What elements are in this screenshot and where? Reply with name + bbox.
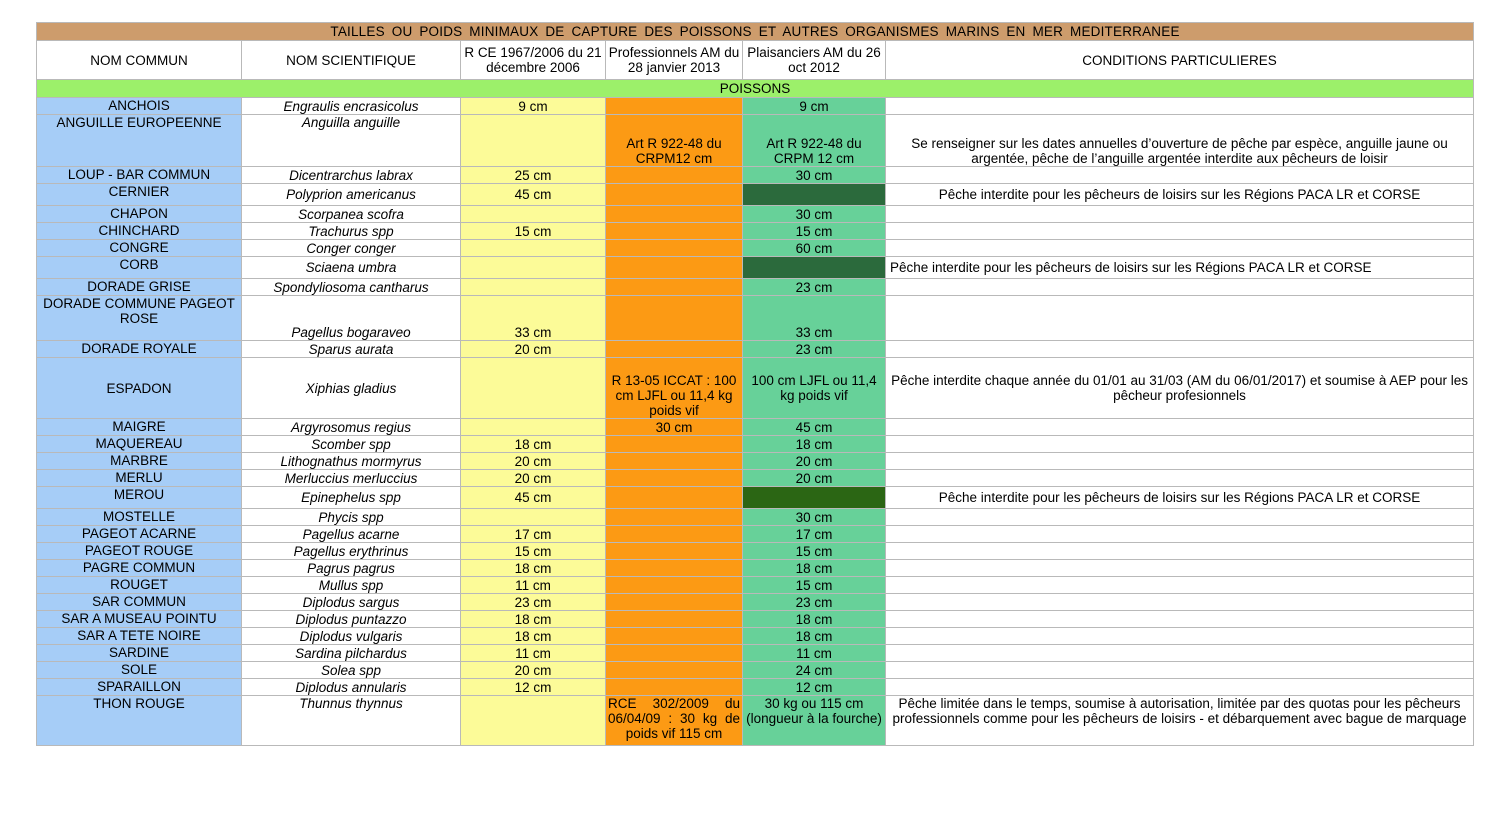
cell-rce-size: 45 cm [461,184,606,206]
cell-rce-size: 20 cm [461,341,606,358]
cell-conditions [886,296,1474,341]
cell-conditions [886,167,1474,184]
cell-rce-size [461,419,606,436]
cell-professionnels-size [606,543,743,560]
section-label: POISSONS [37,80,1474,98]
cell-plaisanciers-size: 20 cm [743,470,886,487]
cell-conditions [886,526,1474,543]
cell-scientific-name: Polyprion americanus [242,184,461,206]
table-title: TAILLES OU POIDS MINIMAUX DE CAPTURE DES POISSONS ET AUTRES ORGANISMES MARINS EN MER MEDITERRANEE [37,23,1474,41]
cell-plaisanciers-size: 100 cm LJFL ou 11,4 kg poids vif [743,358,886,419]
cell-professionnels-size: RCE 302/2009 du 06/04/09 : 30 kg de poids vif 115 cm [606,696,743,746]
cell-scientific-name: Pagrus pagrus [242,560,461,577]
table-row [37,509,1474,526]
cell-rce-size: 20 cm [461,662,606,679]
cell-professionnels-size [606,662,743,679]
cell-scientific-name: Scomber spp [242,436,461,453]
table-row [37,470,1474,487]
cell-plaisanciers-size: 17 cm [743,526,886,543]
cell-plaisanciers-size: 24 cm [743,662,886,679]
cell-scientific-name: Argyrosomus regius [242,419,461,436]
cell-scientific-name: Sparus aurata [242,341,461,358]
cell-professionnels-size [606,296,743,341]
cell-conditions: Pêche interdite chaque année du 01/01 au 31/03 (AM du 06/01/2017) et soumise à AEP pour les pêcheur profesionnels [886,358,1474,419]
cell-scientific-name: Scorpanea scofra [242,206,461,223]
cell-plaisanciers-size: 23 cm [743,279,886,296]
cell-common-name: MERLU [37,470,242,487]
cell-professionnels-size [606,611,743,628]
cell-conditions [886,419,1474,436]
cell-rce-size: 45 cm [461,487,606,509]
cell-scientific-name: Merluccius merluccius [242,470,461,487]
cell-common-name: SAR COMMUN [37,594,242,611]
cell-scientific-name: Pagellus acarne [242,526,461,543]
cell-common-name: CHINCHARD [37,223,242,240]
cell-plaisanciers-size: 12 cm [743,679,886,696]
cell-rce-size: 11 cm [461,577,606,594]
header-row [37,41,1474,80]
table-row [37,223,1474,240]
cell-common-name: SARDINE [37,645,242,662]
cell-common-name: CONGRE [37,240,242,257]
cell-scientific-name: Diplodus sargus [242,594,461,611]
cell-common-name: CERNIER [37,184,242,206]
cell-common-name: ROUGET [37,577,242,594]
cell-rce-size: 11 cm [461,645,606,662]
cell-plaisanciers-size: 18 cm [743,628,886,645]
cell-conditions [886,279,1474,296]
cell-rce-size: 20 cm [461,470,606,487]
cell-rce-size [461,358,606,419]
table-row [37,341,1474,358]
cell-professionnels-size [606,594,743,611]
header-common-name: NOM COMMUN [37,41,242,80]
cell-professionnels-size [606,240,743,257]
table-row [37,206,1474,223]
cell-scientific-name: Anguilla anguille [242,115,461,167]
cell-scientific-name: Spondyliosoma cantharus [242,279,461,296]
cell-rce-size [461,206,606,223]
cell-scientific-name: Sciaena umbra [242,257,461,279]
table-row [37,611,1474,628]
cell-common-name: LOUP - BAR COMMUN [37,167,242,184]
cell-professionnels-size [606,206,743,223]
cell-rce-size: 23 cm [461,594,606,611]
cell-conditions [886,679,1474,696]
cell-plaisanciers-size: 30 cm [743,167,886,184]
cell-professionnels-size: R 13-05 ICCAT : 100 cm LJFL ou 11,4 kg poids vif [606,358,743,419]
cell-plaisanciers-size: 30 kg ou 115 cm (longueur à la fourche) [743,696,886,746]
cell-conditions: Pêche limitée dans le temps, soumise à autorisation, limitée par des quotas pour les pêcheurs professionnels comme pour les pêcheurs de loisirs - et débarquement avec bague de marquage [886,696,1474,746]
cell-scientific-name: Xiphias gladius [242,358,461,419]
regulation-table [36,22,1474,746]
cell-common-name: DORADE ROYALE [37,341,242,358]
cell-rce-size: 18 cm [461,611,606,628]
cell-professionnels-size [606,577,743,594]
cell-common-name: CORB [37,257,242,279]
cell-professionnels-size [606,679,743,696]
cell-common-name: PAGEOT ROUGE [37,543,242,560]
cell-conditions [886,560,1474,577]
cell-conditions [886,341,1474,358]
table-row [37,436,1474,453]
cell-plaisanciers-size: 15 cm [743,543,886,560]
cell-plaisanciers-size: 23 cm [743,341,886,358]
cell-professionnels-size [606,167,743,184]
cell-rce-size: 15 cm [461,543,606,560]
cell-conditions [886,470,1474,487]
cell-common-name: PAGRE COMMUN [37,560,242,577]
header-conditions: CONDITIONS PARTICULIERES [886,41,1474,80]
cell-professionnels-size [606,257,743,279]
cell-conditions [886,509,1474,526]
cell-scientific-name: Pagellus bogaraveo [242,296,461,341]
table-row [37,296,1474,341]
cell-rce-size [461,115,606,167]
cell-rce-size: 12 cm [461,679,606,696]
cell-plaisanciers-size: 20 cm [743,453,886,470]
cell-common-name: SOLE [37,662,242,679]
table-row [37,594,1474,611]
cell-scientific-name: Epinephelus spp [242,487,461,509]
cell-plaisanciers-size [743,184,886,206]
cell-professionnels-size [606,628,743,645]
cell-rce-size: 20 cm [461,453,606,470]
cell-scientific-name: Phycis spp [242,509,461,526]
cell-common-name: MARBRE [37,453,242,470]
cell-rce-size: 33 cm [461,296,606,341]
cell-rce-size: 25 cm [461,167,606,184]
cell-plaisanciers-size [743,487,886,509]
title-row [37,23,1474,41]
cell-rce-size [461,240,606,257]
table-row [37,419,1474,436]
table-row [37,679,1474,696]
cell-plaisanciers-size: 15 cm [743,577,886,594]
cell-common-name: MEROU [37,487,242,509]
cell-plaisanciers-size: 45 cm [743,419,886,436]
cell-rce-size: 17 cm [461,526,606,543]
cell-professionnels-size [606,453,743,470]
cell-conditions: Pêche interdite pour les pêcheurs de loisirs sur les Régions PACA LR et CORSE [886,487,1474,509]
cell-common-name: ESPADON [37,358,242,419]
cell-plaisanciers-size [743,257,886,279]
table-row [37,662,1474,679]
cell-conditions: Se renseigner sur les dates annuelles d’ouverture de pêche par espèce, anguille jaune ou argentée, pêche de l’anguille argentée interdite aux pêcheurs de loisir [886,115,1474,167]
cell-common-name: SAR A TETE NOIRE [37,628,242,645]
cell-scientific-name: Mullus spp [242,577,461,594]
header-plaisanciers: Plaisanciers AM du 26 oct 2012 [743,41,886,80]
cell-common-name: SPARAILLON [37,679,242,696]
cell-plaisanciers-size: 30 cm [743,509,886,526]
cell-conditions [886,543,1474,560]
cell-rce-size [461,279,606,296]
cell-conditions [886,436,1474,453]
cell-common-name: PAGEOT ACARNE [37,526,242,543]
cell-conditions [886,577,1474,594]
cell-common-name: ANGUILLE EUROPEENNE [37,115,242,167]
cell-rce-size [461,509,606,526]
cell-plaisanciers-size: 11 cm [743,645,886,662]
table-row [37,560,1474,577]
cell-common-name: CHAPON [37,206,242,223]
cell-conditions [886,98,1474,115]
cell-plaisanciers-size: 60 cm [743,240,886,257]
cell-professionnels-size [606,560,743,577]
table-row [37,279,1474,296]
cell-professionnels-size [606,436,743,453]
cell-conditions [886,240,1474,257]
cell-conditions [886,223,1474,240]
cell-scientific-name: Diplodus annularis [242,679,461,696]
cell-rce-size: 15 cm [461,223,606,240]
table-row [37,645,1474,662]
table-row [37,453,1474,470]
cell-plaisanciers-size: 33 cm [743,296,886,341]
table-row [37,184,1474,206]
cell-scientific-name: Thunnus thynnus [242,696,461,746]
cell-professionnels-size [606,98,743,115]
cell-rce-size: 18 cm [461,628,606,645]
cell-rce-size [461,257,606,279]
table-row [37,543,1474,560]
cell-professionnels-size [606,487,743,509]
cell-conditions [886,594,1474,611]
cell-scientific-name: Dicentrarchus labrax [242,167,461,184]
cell-scientific-name: Engraulis encrasicolus [242,98,461,115]
table-row [37,240,1474,257]
cell-conditions: Pêche interdite pour les pêcheurs de loisirs sur les Régions PACA LR et CORSE [886,257,1474,279]
cell-common-name: DORADE COMMUNE PAGEOT ROSE [37,296,242,341]
cell-scientific-name: Diplodus vulgaris [242,628,461,645]
cell-plaisanciers-size: 9 cm [743,98,886,115]
cell-plaisanciers-size: 18 cm [743,436,886,453]
table-row [37,358,1474,419]
table-row [37,696,1474,746]
cell-professionnels-size [606,526,743,543]
table-row [37,487,1474,509]
cell-conditions: Pêche interdite pour les pêcheurs de loisirs sur les Régions PACA LR et CORSE [886,184,1474,206]
table-body [37,23,1474,746]
cell-plaisanciers-size: 30 cm [743,206,886,223]
table-row [37,526,1474,543]
cell-plaisanciers-size: 15 cm [743,223,886,240]
header-professionnels: Professionnels AM du 28 janvier 2013 [606,41,743,80]
cell-common-name: DORADE GRISE [37,279,242,296]
header-scientific-name: NOM SCIENTIFIQUE [242,41,461,80]
cell-professionnels-size [606,341,743,358]
cell-rce-size: 18 cm [461,436,606,453]
cell-professionnels-size [606,184,743,206]
cell-common-name: MOSTELLE [37,509,242,526]
cell-scientific-name: Conger conger [242,240,461,257]
cell-plaisanciers-size: 18 cm [743,611,886,628]
cell-professionnels-size [606,279,743,296]
cell-plaisanciers-size: 23 cm [743,594,886,611]
cell-professionnels-size: Art R 922-48 du CRPM12 cm [606,115,743,167]
table-row [37,257,1474,279]
cell-rce-size: 9 cm [461,98,606,115]
section-row [37,80,1474,98]
cell-scientific-name: Lithognathus mormyrus [242,453,461,470]
table-row [37,167,1474,184]
cell-conditions [886,611,1474,628]
cell-scientific-name: Solea spp [242,662,461,679]
cell-conditions [886,645,1474,662]
cell-scientific-name: Pagellus erythrinus [242,543,461,560]
cell-professionnels-size [606,470,743,487]
cell-professionnels-size: 30 cm [606,419,743,436]
cell-rce-size [461,696,606,746]
cell-professionnels-size [606,645,743,662]
cell-plaisanciers-size: 18 cm [743,560,886,577]
cell-conditions [886,662,1474,679]
cell-professionnels-size [606,223,743,240]
table-row [37,628,1474,645]
cell-conditions [886,453,1474,470]
table-row [37,115,1474,167]
table-row [37,577,1474,594]
cell-plaisanciers-size: Art R 922-48 du CRPM 12 cm [743,115,886,167]
cell-scientific-name: Sardina pilchardus [242,645,461,662]
cell-common-name: THON ROUGE [37,696,242,746]
header-rce: R CE 1967/2006 du 21 décembre 2006 [461,41,606,80]
cell-common-name: MAIGRE [37,419,242,436]
cell-scientific-name: Trachurus spp [242,223,461,240]
cell-conditions [886,206,1474,223]
cell-rce-size: 18 cm [461,560,606,577]
cell-common-name: MAQUEREAU [37,436,242,453]
cell-common-name: SAR A MUSEAU POINTU [37,611,242,628]
cell-common-name: ANCHOIS [37,98,242,115]
cell-conditions [886,628,1474,645]
table-row [37,98,1474,115]
cell-professionnels-size [606,509,743,526]
cell-scientific-name: Diplodus puntazzo [242,611,461,628]
